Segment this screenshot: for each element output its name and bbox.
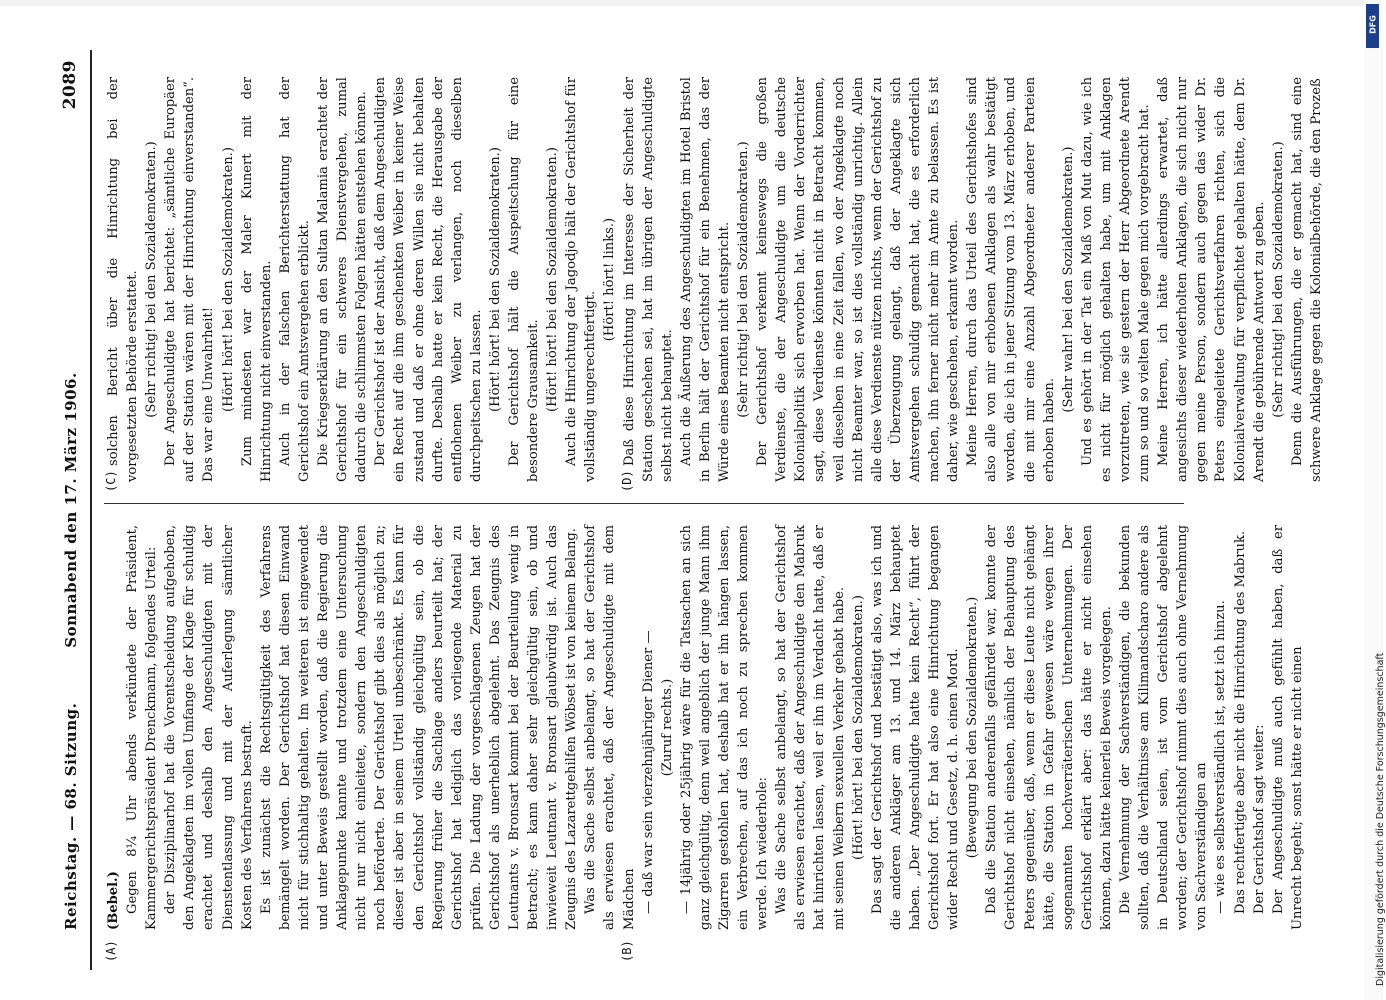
- paragraph: Es ist zunächst die Rechtsgültigkeit des Verfahrens bemängelt worden. Der Gerichtshof hat diesen Einwand nicht für stichhaltig gehalten. Im weiteren ist eingewendet und unter Beweis gestellt worden, daß die Regierung die Anklagepunkte kannte und trotzdem eine Untersuchung nicht nur nicht einleitete, sondern den Angeschuldigten noch beförderte. Der Gerichtshof gibt dies als möglich zu; dieser ist aber in seinem Urteil unbeschränkt. Es kann für den Gerichtshof vollständig gleichgültig sein, ob die Regierung früher die Sachlage anders beurteilt hat; der Gerichtshof hat lediglich das vorliegende Material zu prüfen. Die Ladung der vorgeschlagenen Zeugen hat der Gerichtshof als unerheblich abgelehnt. Das Zeugnis des Leutnants v. Bronsart kommt bei der Beurteilung wenig in Betracht; es kann daher sehr gleichgültig sein, ob und inwieweit Leutnant v. Bronsart glaubwürdig ist. Auch das Zeugnis des Lazarettgehilfen Wöbset ist von keinem Belang.: [258, 525, 580, 930]
- left-column: [104, 525, 1305, 930]
- paragraph: Das rechtfertigte aber nicht die Hinrichtung des Mabruk.: [1232, 530, 1248, 914]
- paragraph: Meine Herren, durch das Urteil des Gerichtshofes sind also alle von mir erhobenen Anklagen als wahr bestätigt worden, die ich in jener Sitzung vom 13. März erhoben, und die mit mir eine Anzahl Abgeordneter anderer Parteien erhoben haben.: [965, 77, 1057, 482]
- paragraph: Daß diese Hinrichtung im Interesse der Sicherheit der Station geschehen sei, hat im übrigen der Angeschuldigte selbst nicht behauptet.: [621, 77, 675, 482]
- paragraph: Auch die Äußerung des Angeschuldigten im Hotel Bristol in Berlin hält der Gerichtshof für ein Benehmen, das der Würde eines Beamten nicht entspricht.: [678, 77, 732, 482]
- paragraph: Der Gerichtshof verkennt keineswegs die großen Verdienste, die der Angeschuldigte um die deutsche Kolonialpolitik sich erworben hat. Wenn der Vorderrichter sagt, diese Verdienste könnten nicht in Betracht kommen, weil dieselben in eine Zeit fallen, wo der Angeklagte noch nicht Beamter war, so ist dies vollständig unrichtig. Allein alle diese Verdienste nützen nichts, wenn der Gerichtshof zu der Überzeugung gelangt, daß der Angeklagte sich Amtsvergehen schuldig gemacht hat, die es erforderlich machen, ihn ferner nicht mehr im Amte zu belassen. Es ist daher, wie geschehen, erkannt worden.: [755, 77, 962, 482]
- paragraph: Das sagt der Gerichtshof und bestätigt also, was ich und die anderen Ankläger am 13. und 14. März behauptet haben. „Der Angeschuldigte hatte kein Recht“, führt der Gerichtshof fort. Er hat also eine Hinrichtung begangen wider Recht und Gesetz, d. h. einen Mord.: [869, 525, 962, 930]
- paragraph: solchen Bericht über die Hinrichtung bei der vorgesetzten Behörde erstattet.: [106, 77, 141, 482]
- page-number: 2089: [60, 60, 80, 110]
- paragraph: — daß war sein vierzehnjähriger Diener —: [640, 630, 656, 914]
- margin-marker-c: (C): [104, 470, 118, 492]
- paragraph: Was die Sache selbst anbelangt, so hat der Gerichtshof als erwiesen erachtet, daß der Angeschuldigte den Mabruk hat hinrichten lassen, weil er ihn im Verdacht hatte, daß er mit seinen Weibern sexuellen Verkehr gehabt habe.: [774, 525, 847, 930]
- paragraph: (Hört! hört! bei den Sozialdemokraten.): [850, 595, 866, 860]
- paragraph: (Sehr richtig! bei den Sozialdemokraten.): [1270, 141, 1286, 418]
- paragraph: Auch in der falschen Berichterstattung hat der Gerichtshof ein Amtsvergehen erblickt.: [277, 77, 312, 482]
- paragraph: (Sehr richtig! bei den Sozialdemokraten.): [736, 141, 752, 418]
- paragraph: (Hört! hört! bei den Sozialdemokraten.): [545, 147, 561, 412]
- paragraph: der Disziplinarhof hat die Vorentscheidung aufgehoben, den Angeklagten im vollen Umfange der Klage für schuldig erachtet und deshalb den Angeschuldigten mit der Dienstentlassung und mit der Auferlegung sämtlicher Kosten des Verfahrens bestraft.: [163, 525, 255, 930]
- paragraph: Gegen 8¼ Uhr abends verkündete der Präsident, Kammergerichtspräsident Drenckmann, folgendes Urteil:: [125, 525, 160, 930]
- paragraph: (Hört! hört! bei den Sozialdemokraten.): [220, 147, 236, 412]
- right-column: [104, 77, 1324, 482]
- paragraph: Die Vernehmung der Sachverständigen, die bekunden sollten, daß die Verhältnisse am Kilimandscharo andere als in Deutschland seien, ist vom Gerichtshof abgelehnt worden; der Gerichtshof nimmt dies auch ohne Vernehmung von Sachverständigen an: [1117, 525, 1210, 930]
- paragraph: Daß die Station anderenfalls gefährdet war, konnte der Gerichtshof nicht einsehen, nämlich der Behauptung des Peters gegenüber, daß, wenn er diese Leute nicht gehängt hätte, die Station in Gefahr gewesen wäre wegen ihrer sogenannten hochverräterischen Unternehmungen. Der Gerichtshof erklärt aber: das hätte er nicht einsehen können, dazu hätte keinerlei Beweis vorgelegen.: [984, 525, 1114, 930]
- paragraph: Der Gerichtshof ist der Ansicht, daß dem Angeschuldigten ein Recht auf die ihm geschenkten Weiber in keiner Weise zustand und daß er ohne deren Willen sie nicht behalten durfte. Deshalb hatte er kein Recht, die Herausgabe der entflohenen Weiber zu verlangen, noch dieselben durchpeitschen zu lassen.: [373, 77, 484, 482]
- right-column-body: [104, 77, 1326, 482]
- paragraph: — wie es selbstverständlich ist, setzt ich hinzu.: [1213, 600, 1229, 914]
- digitization-credit: Digitalisierung gefördert durch die Deutsche Forschungsgemeinschaft: [1375, 652, 1386, 986]
- running-header: [60, 50, 86, 970]
- dfg-logo-text: DFG: [1368, 15, 1378, 34]
- paragraph: Meine Herren, ich hätte allerdings erwartet, daß angesichts dieser wiederholten Anklagen, die sich nicht nur gegen meine Person, sondern auch gegen das wider Dr. Peters eingeleitete Gerichtsverfahren richten, sich die Kolonialverwaltung für verpflichtet gehalten hätte, dem Dr. Arendt die gebührende Antwort zu geben.: [1156, 77, 1267, 482]
- header-left: Reichstag. — 68. Sitzung.: [62, 702, 80, 930]
- paragraph: (Hört! hört! bei den Sozialdemokraten.): [487, 147, 503, 412]
- paragraph: Und es gehört in der Tat ein Maß von Mut dazu, wie ich es nicht für möglich gehalten habe, um mit Anklagen vorzutreten, wie sie gestern der Herr Abgeordnete Arendt zum so und so vielten Male gegen mich vorgebracht hat.: [1079, 77, 1153, 482]
- header-date: Sonnabend den 17. März 1906.: [62, 372, 80, 648]
- paragraph: (Hört! hört! links.): [602, 217, 618, 342]
- scan-edge-top: [0, 0, 1383, 6]
- paragraph: Was die Sache selbst anbelangt, so hat der Gerichtshof als erwiesen erachtet, daß der Angeschuldigte mit dem Mädchen: [583, 525, 637, 930]
- paragraph: (Sehr richtig! bei den Sozialdemokraten.): [144, 141, 160, 418]
- paragraph: Die Kriegserklärung an den Sultan Malamia erachtet der Gerichtshof für ein schweres Dienstvergehen, zumal dadurch die schlimmsten Folgen hätten entstehen können.: [316, 77, 370, 482]
- header-rule: [90, 50, 92, 970]
- speaker-name: (Bebel.): [106, 871, 121, 930]
- paragraph: Der Angeschuldigte muß auch gefühlt haben, daß er Unrecht begeht; sonst hätte er nicht einen: [1270, 525, 1305, 930]
- paragraph: (Bewegung bei den Sozialdemokraten.): [965, 596, 981, 859]
- paragraph: — 14jährig oder 25jährig wäre für die Tatsachen an sich ganz gleichgültig, denn weil angeblich der junge Mann ihm Zigarren gestohlen hat, deshalb hat er ihn hängen lassen, ein Verbrechen, auf das ich noch zu sprechen kommen werde. Ich wiederhole:: [678, 525, 771, 930]
- dfg-logo: [1366, 4, 1379, 48]
- margin-marker-d: (D): [620, 470, 634, 492]
- paragraph: Der Gerichtshof sagt weiter:: [1251, 724, 1267, 914]
- left-column-body: [123, 525, 1307, 930]
- margin-marker-b: (B): [620, 940, 634, 962]
- paragraph: (Zuruf rechts.): [659, 678, 675, 777]
- paragraph: (Sehr wahr! bei den Sozialdemokraten.): [1060, 146, 1076, 413]
- paragraph: Auch die Hinrichtung der Jagodjo hält der Gerichtshof für vollständig ungerechtfertigt.: [564, 77, 599, 482]
- paragraph: Der Gerichtshof hält die Auspeitschung für eine besondere Grausamkeit.: [506, 77, 542, 482]
- column-divider: [104, 503, 1184, 504]
- rotated-page: [60, 50, 1324, 970]
- paragraph: Der Angeschuldigte hat berichtet: „sämtliche Europäer auf der Station wären mit der Hinrichtung einverstanden“. Das war eine Unwahrheit!: [163, 77, 217, 482]
- margin-marker-a: (A): [104, 940, 118, 962]
- paragraph: Zum mindesten war der Maler Kunert mit der Hinrichtung nicht einverstanden.: [239, 77, 274, 482]
- paragraph: Denn die Ausführungen, die er gemacht hat, sind eine schwere Anklage gegen die Kolonialbehörde, die den Prozeß: [1289, 77, 1324, 482]
